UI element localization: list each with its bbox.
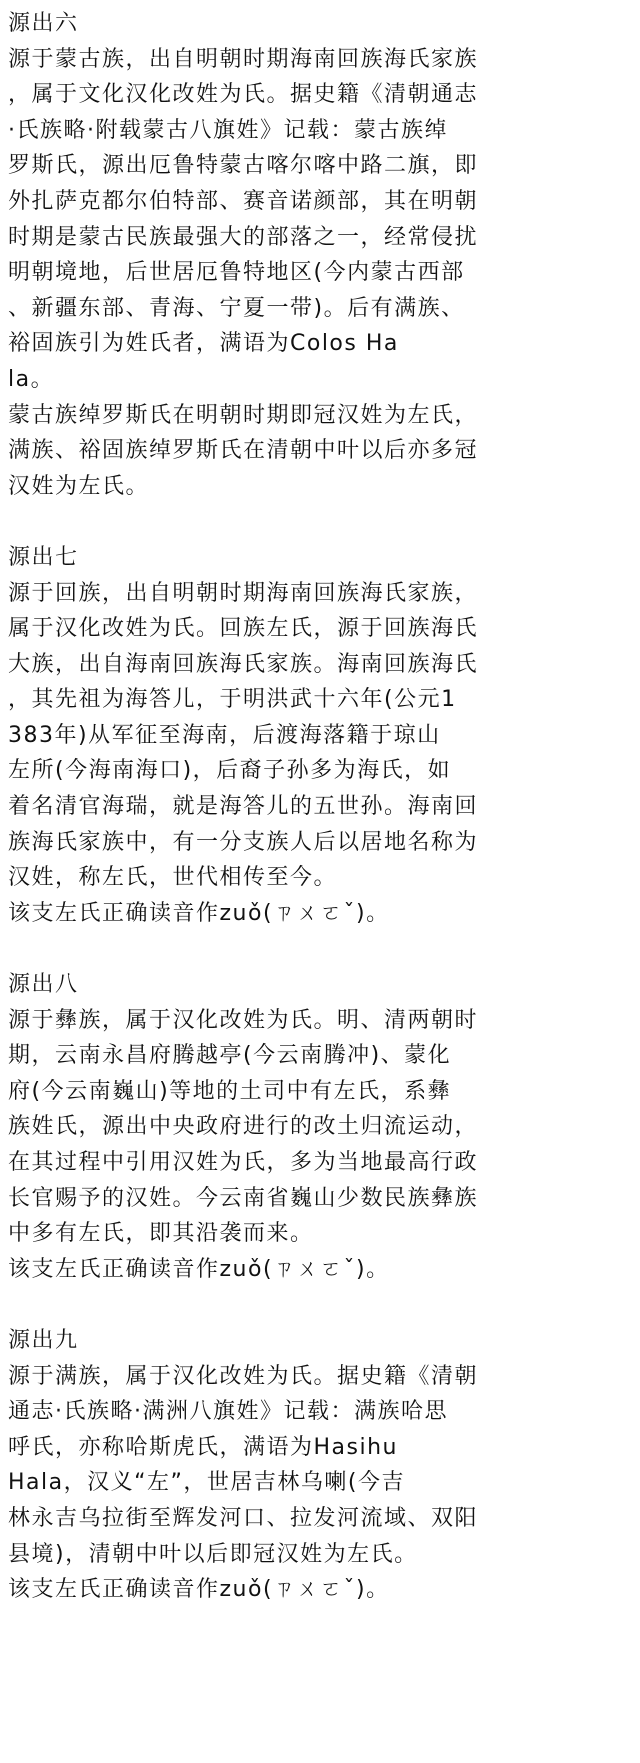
text-line: 罗斯氏，源出厄鲁特蒙古喀尔喀中路二旗，即 [8, 153, 479, 179]
text-line: 族姓氏，源出中央政府进行的改土归流运动， [8, 1114, 479, 1140]
section-source-six [8, 6, 632, 504]
text-line: 蒙古族绰罗斯氏在明朝时期即冠汉姓为左氏， [8, 402, 479, 428]
text-line: 源于蒙古族，出自明朝时期海南回族海氏家族 [8, 46, 479, 72]
section-heading: 源出八 [8, 972, 79, 998]
text-line: la。 [8, 366, 55, 392]
text-line: 源于回族，出自明朝时期海南回族海氏家族， [8, 580, 479, 606]
text-line: ，其先祖为海答儿，于明洪武十六年(公元1 [8, 687, 457, 713]
text-line: 呼氏，亦称哈斯虎氏，满语为Hasihu [8, 1434, 398, 1460]
pronunciation-line: 该支左氏正确读音作zuǒ(ㄗㄨㄛˇ)。 [8, 1577, 390, 1603]
section-source-seven [8, 540, 632, 932]
text-line: 族海氏家族中，有一分支族人后以居地名称为 [8, 829, 479, 855]
document-body [8, 6, 632, 1608]
section-heading: 源出九 [8, 1327, 79, 1353]
text-line: 、新疆东部、青海、宁夏一带)。后有满族、 [8, 295, 465, 321]
text-line: 县境)，清朝中叶以后即冠汉姓为左氏。 [8, 1541, 418, 1567]
text-line: Hala，汉义“左”，世居吉林乌喇(今吉 [8, 1470, 405, 1496]
text-line: ·氏族略·附载蒙古八旗姓》记载：蒙古族绰 [8, 117, 448, 143]
text-line: 长官赐予的汉姓。今云南省巍山少数民族彝族 [8, 1185, 479, 1211]
text-line: 中多有左氏，即其沿袭而来。 [8, 1221, 314, 1247]
text-line: 大族，出自海南回族海氏家族。海南回族海氏 [8, 651, 479, 677]
text-line: 左所(今海南海口)，后裔子孙多为海氏，如 [8, 758, 452, 784]
text-line: 383年)从军征至海南，后渡海落籍于琼山 [8, 722, 441, 748]
text-line: 期，云南永昌府腾越亭(今云南腾冲)、蒙化 [8, 1043, 452, 1069]
text-line: 着名清官海瑞，就是海答儿的五世孙。海南回 [8, 794, 479, 820]
text-line: 源于彝族，属于汉化改姓为氏。明、清两朝时 [8, 1007, 479, 1033]
section-heading: 源出七 [8, 544, 79, 570]
pronunciation-line: 该支左氏正确读音作zuǒ(ㄗㄨㄛˇ)。 [8, 1256, 390, 1282]
section-source-eight [8, 967, 632, 1287]
text-line: 外扎萨克都尔伯特部、赛音诺颜部，其在明朝 [8, 188, 479, 214]
text-line: 明朝境地，后世居厄鲁特地区(今内蒙古西部 [8, 260, 465, 286]
text-line: 源于满族，属于汉化改姓为氏。据史籍《清朝 [8, 1363, 479, 1389]
text-line: 在其过程中引用汉姓为氏，多为当地最高行政 [8, 1150, 479, 1175]
text-line: 裕固族引为姓氏者，满语为Colos Ha [8, 331, 399, 357]
text-line: 时期是蒙古民族最强大的部落之一，经常侵扰 [8, 224, 479, 250]
text-line: 通志·氏族略·满洲八旗姓》记载：满族哈思 [8, 1399, 448, 1425]
text-line: 林永吉乌拉街至辉发河口、拉发河流域、双阳 [8, 1505, 479, 1531]
section-heading: 源出六 [8, 11, 79, 36]
text-line: 汉姓，称左氏，世代相传至今。 [8, 865, 338, 891]
text-line: 府(今云南巍山)等地的土司中有左氏，系彝 [8, 1078, 452, 1104]
text-line: 汉姓为左氏。 [8, 473, 150, 499]
section-source-nine [8, 1323, 632, 1608]
text-line: ，属于文化汉化改姓为氏。据史籍《清朝通志 [8, 82, 479, 108]
text-line: 属于汉化改姓为氏。回族左氏，源于回族海氏 [8, 616, 479, 642]
text-line: 满族、裕固族绰罗斯氏在清朝中叶以后亦多冠 [8, 438, 479, 464]
pronunciation-line: 该支左氏正确读音作zuǒ(ㄗㄨㄛˇ)。 [8, 900, 390, 926]
